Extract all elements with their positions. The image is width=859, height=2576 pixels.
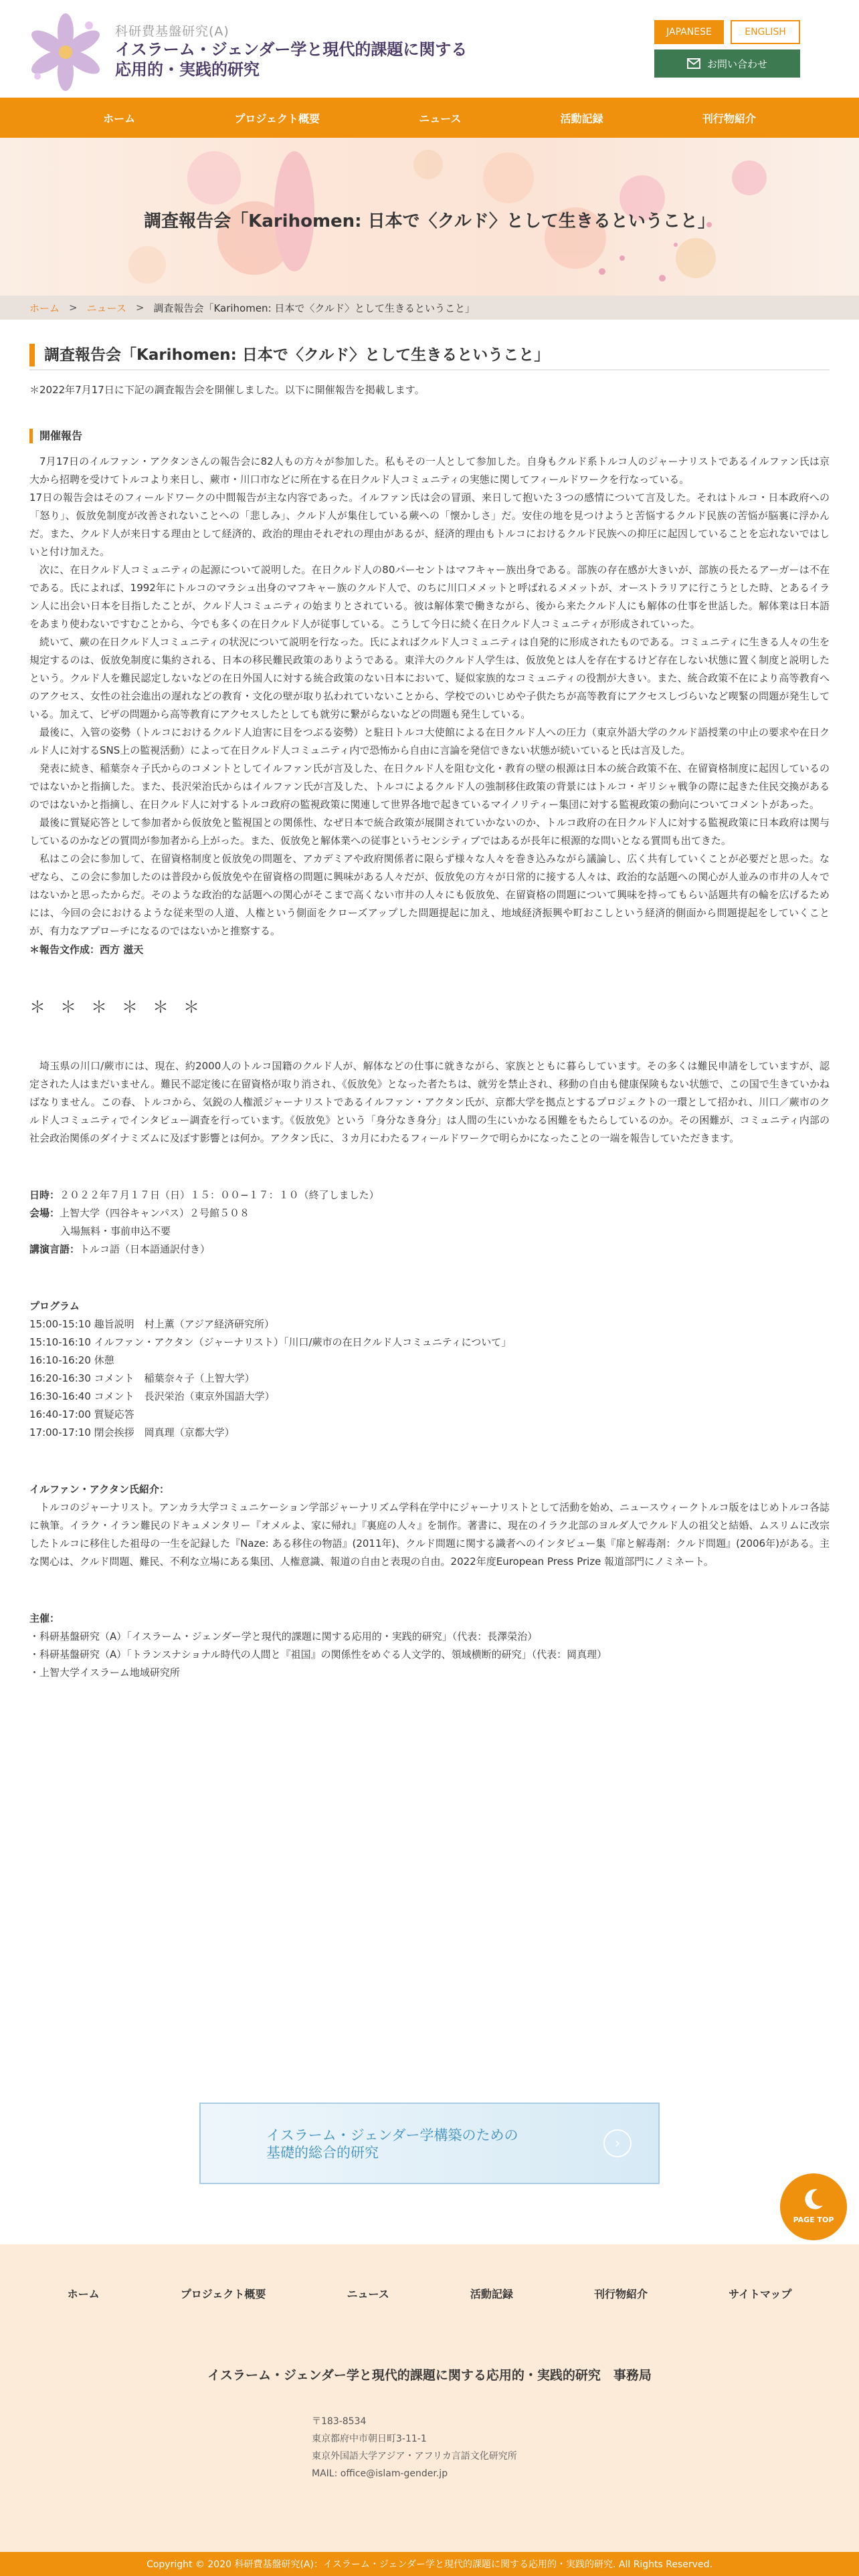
bio-heading: イルファン・アクタン氏紹介：: [29, 1483, 169, 1495]
footer-nav: [0, 2244, 859, 2301]
contact-button-label: お問い合わせ: [706, 58, 767, 70]
site-logo-text[interactable]: [115, 21, 467, 80]
copyright: Copyright © 2020 科研費基盤研究(A)：イスラーム・ジェンダー学と現代的課題に関する応用的・実践的研究. All Rights Reserved.: [0, 2552, 859, 2576]
section-divider-stars: ＊＊＊＊＊＊: [29, 998, 214, 1016]
article: [0, 320, 859, 1682]
breadcrumb-home[interactable]: ホーム: [29, 302, 60, 314]
banner-text: [266, 2127, 518, 2161]
host-item: ・科研基盤研究（A）「イスラーム・ジェンダー学と現代的課題に関する応用的・実践的研究」（代表：長澤榮治）: [29, 1630, 538, 1642]
report-paragraph: 最後に質疑応答として参加者から仮放免と監視国との関係性、なぜ日本で統合政策が展開されていかないのか、トルコ政府の在日クルド人に対する監視政策に日本政府は関与しているのかなどの質問が参加者から上がった。また、仮放免と解体業への従事というセンシティブではあるが長年に根源的な問いとなる質問も出てきた。: [29, 817, 830, 847]
language-value: トルコ語（日本語通訳付き）: [80, 1243, 211, 1255]
report-paragraph: 私はこの会に参加して、在留資格制度と仮放免の問題を、アカデミアや政府関係者に限らず様々な人々を巻き込みながら議論し、広く共有していくことが必要だと思った。なぜなら、この会に参加したのは普段から仮放免や在留資格の問題に興味がある人々だが、仮放免の方々が日常的に接する人々は、政治的な話題への関心が人並みの市井の人々ではないかと思ったからだ。そのような政治的な話題への関心がそこまで高くない市井の人々にも仮放免、在留資格の問題について興味を持ってもらい話題共有の輪を広げるためには、今回の会におけるような従来型の人道、人権という側面をクローズアップした問題提起に加え、地域経済振興や町おこしという経済的側面から問題提起をしていくことが、有力なアプローチになるのではないかと推察する。: [29, 853, 830, 937]
report-paragraph: 次に、在日クルド人コミュニティの起源について説明した。在日クルド人の80パーセントはマフキャー族出身である。部族の存在感が大きいが、部族の長たるアーガーは不在である。氏によれば、1992年にトルコのマラシュ出身のマフキャー族のクルド人で、のちに川口メメットと呼ばれるメメットが、オーストラリアに行こうとした時、とあるイラン人に出会い日本を目指したことが、クルド人コミュニティの始まりとされている。彼は解体業で働きながら、後から来たクルド人にも解体の仕事を世話した。解体業は日本語をあまり使わないですむことから、今でも多くの在日クルド人が従事している。こうして今日に続く在日クルド人コミュニティが形成されていった。: [29, 564, 830, 630]
logo-title-line2: 応用的・実践的研究: [115, 60, 260, 79]
nav-news[interactable]: ニュース: [419, 112, 462, 125]
site-header: [0, 0, 859, 98]
speaker-bio-section: [29, 1481, 830, 1571]
program-heading: プログラム: [29, 1300, 80, 1312]
breadcrumb-separator: >: [69, 302, 78, 314]
breadcrumb: [0, 296, 859, 320]
report-heading: 開催報告: [29, 429, 830, 443]
program-item: 15:00-15:10 趣旨説明 村上薫（アジア経済研究所）: [29, 1318, 275, 1330]
footer-nav-publications[interactable]: 刊行物紹介: [593, 2288, 648, 2300]
language-switch: [654, 20, 800, 44]
crescent-icon: [800, 2185, 827, 2212]
report-paragraph: 最後に、入管の姿勢（トルコにおけるクルド人迫害に目をつぶる姿勢）と駐日トルコ大使館による在日クルド人への圧力（東京外語大学のクルド語授業の中止の要求や在日クルド人に対するSNS上の監視活動）によって在日クルド人コミュニティ内で恐怖から自由に言論を発信できない状態が続いていると氏は言及した。: [29, 726, 830, 756]
footer-title: イスラーム・ジェンダー学と現代的課題に関する応用的・実践的研究 事務局: [207, 2368, 652, 2383]
arrow-right-circle-icon: ›: [603, 2129, 632, 2157]
breadcrumb-current: 調査報告会「Karihomen: 日本で〈クルド〉として生きるということ」: [153, 302, 475, 314]
logo-subtitle: 科研費基盤研究(A): [115, 24, 229, 39]
venue-value: 上智大学（四谷キャンパス）２号館５０８: [60, 1207, 250, 1219]
hero-title: 調査報告会「Karihomen: 日本で〈クルド〉として生きるということ」: [144, 211, 715, 231]
report-paragraph: 7月17日のイルファン・アクタンさんの報告会に82人もの方々が参加した。私もその一人として参加した。自身もクルド系トルコ人のジャーナリストであるイルファン氏は京大から招聘を受けてトルコより来日し、蕨市・川口市などに所在する在日クルド人コミュニティの実態に関してフィールドワークを行なっている。: [29, 455, 830, 486]
report-author: ＊報告文作成：西方 滋天: [29, 944, 144, 956]
host-item: ・科研基盤研究（A）「トランスナショナル時代の人間と『祖国』の関係性をめぐる人文学的、領域横断的研究」（代表：岡真理）: [29, 1648, 607, 1660]
footer-institute: 東京外国語大学アジア・アフリカ言語文化研究所: [312, 2451, 517, 2462]
event-details: [29, 1186, 830, 1259]
site-footer: [0, 2244, 859, 2552]
host-item: ・上智大学イスラーム地域研究所: [29, 1667, 180, 1679]
host-section: [29, 1610, 830, 1682]
report-paragraph: 発表に続き、稲葉奈々子氏からのコメントとしてイルファン氏が言及した、在日クルド人を阻む文化・教育の壁の根源は日本の統合政策不在、在留資格制度に起因しているのではないかと指摘した。また、長沢栄治氏からはイルファン氏が言及した、トルコによるクルド人の強制移住政策の背景にはトルコ・ギリシャ戦争の際に起きた住民交換があるのではないかと指摘し、在日クルド人に対するトルコ政府の監視政策に関連して世界各地で起きているマイノリティー集団に対する監視政策の動向についてコメントがあった。: [29, 762, 830, 811]
related-project-banner[interactable]: [199, 2103, 660, 2184]
page-top-button[interactable]: [780, 2173, 847, 2240]
logo-title-line1: イスラーム・ジェンダー学と現代的課題に関する: [115, 40, 468, 59]
title-divider: [29, 369, 830, 370]
lang-english-button[interactable]: ENGLISH: [731, 20, 800, 44]
lang-japanese-button[interactable]: JAPANESE: [654, 20, 724, 44]
article-intro: ＊2022年7月17日に下記の調査報告会を開催しました。以下に開催報告を掲載します。: [29, 384, 425, 396]
event-overview: 埼玉県の川口/蕨市には、現在、約2000人のトルコ国籍のクルド人が、解体などの仕事に就きながら、家族とともに暮らしています。その多くは難民申請をしていますが、認定された人はまだいません。難民不認定後に在留資格が取り消され、《仮放免》となった者たちは、就労を禁止され、移動の自由も健康保険もない状態で、この国で生きていかねばなりません。この春、トルコから、気鋭の人権派ジャーナリストであるイルファン・アクタン氏が、京都大学を拠点とするプロジェクトの一環として招かれ、川口／蕨市のクルド人コミュニティでインタビュー調査を行っています。《仮放免》という「身分なき身分」は人間の生にいかなる困難をもたらしているのか。その困難が、コミュニティ内部の社会政治関係のダイナミズムに及ぼす影響とは何か。アクタン氏に、３カ月にわたるフィールドワークで明らかになったことの一端を報告していただきます。: [29, 1060, 830, 1144]
footer-nav-home[interactable]: ホーム: [67, 2288, 100, 2300]
date-label: 日時：: [29, 1189, 60, 1201]
program-item: 17:00-17:10 閉会挨拶 岡真理（京都大学）: [29, 1426, 235, 1438]
program-section: [29, 1297, 830, 1442]
venue-note: 入場無料・事前申込不要: [60, 1225, 171, 1237]
footer-address-line: 東京都府中市朝日町3-11-1: [312, 2434, 427, 2444]
breadcrumb-news[interactable]: ニュース: [86, 302, 126, 314]
contact-button[interactable]: [654, 49, 800, 78]
global-nav: [0, 98, 859, 138]
footer-postal: 〒183-8534: [312, 2416, 367, 2427]
program-item: 16:20-16:30 コメント 稲葉奈々子（上智大学）: [29, 1372, 255, 1384]
report-paragraph: 17日の報告会はそのフィールドワークの中間報告が主な内容であった。イルファン氏は会の冒頭、来日して抱いた３つの感情について言及した。それはトルコ・日本政府への「怒り」、仮放免制度が改善されないことへの「悲しみ」、クルド人が集住している蕨への「懐かしさ」だ。安住の地を見つけようと苦悩するクルド民族の苦悩が脳裏に浮かんだ。また、クルド人が来日する理由として経済的、政治的理由それぞれの理由があるが、経済的理由もトルコにおけるクルド民族への抑圧に起因していることを忘れないではしいと付け加えた。: [29, 492, 830, 558]
program-item: 15:10-16:10 イルファン・アクタン（ジャーナリスト）「川口/蕨市の在日クルド人コミュニティについて」: [29, 1336, 512, 1348]
footer-nav-news[interactable]: ニュース: [347, 2288, 389, 2300]
nav-activities[interactable]: 活動記録: [560, 112, 603, 125]
footer-nav-activities[interactable]: 活動記録: [470, 2288, 513, 2300]
page-title: 調査報告会「Karihomen: 日本で〈クルド〉として生きるということ」: [29, 344, 830, 366]
program-item: 16:40-17:00 質疑応答: [29, 1408, 134, 1420]
nav-home[interactable]: ホーム: [103, 112, 136, 125]
mail-icon: [687, 58, 700, 69]
nav-project-overview[interactable]: プロジェクト概要: [234, 112, 320, 125]
program-item: 16:30-16:40 コメント 長沢栄治（東京外国語大学）: [29, 1390, 275, 1402]
breadcrumb-separator: >: [135, 302, 145, 314]
banner-line2: 基礎的総合的研究: [266, 2145, 379, 2161]
language-label: 講演言語：: [29, 1243, 80, 1255]
flower-logo-icon[interactable]: [25, 12, 106, 92]
footer-address: [312, 2413, 517, 2482]
date-value: ２０２２年７月１７日（日）１５：００−１７：１０（終了しました）: [60, 1189, 379, 1201]
bio-text: トルコのジャーナリスト。アンカラ大学コミュニケーション学部ジャーナリズム学科在学中にジャーナリストとして活動を始め、ニュースウィークトルコ版をはじめトルコ各誌に執筆。イラク・イラン難民のドキュメンタリー『オメルよ、家に帰れ』『裏庭の人々』を制作。著書に、現在のイラク北部のヨルダ人でクルド人の祖父と結婚、ムスリムに改宗したトルコに移住した祖母の一生を記録した『Naze: ある移住の物語』(2011年)、クルド問題に関する識者へのインタビュー集『扉と解毒剤：クルド問題』(2006年)がある。主な関心は、クルド問題、難民、不利な立場にある集団、人権意識、報道の自由と表現の自由。2022年度European Press Prize 報道部門にノミネート。: [29, 1501, 830, 1568]
program-item: 16:10-16:20 休憩: [29, 1354, 114, 1366]
report-paragraph: 続いて、蕨の在日クルド人コミュニティの状況について説明を行なった。氏によればクルド人コミュニティは自発的に形成されたものである。コミュニティに生きる人々の生を規定するのは、仮放免制度に集約される、日本の移民難民政策のありようである。東洋大のクルド人学生は、仮放免とは人を存在するけど存在しない状態に置く制度と説明したという。クルド人を難民認定しないなどの在日外国人に対する統合政策のない日本において、疑似家族的なコミュニティの役割が大きい。また、統合政策不在により高等教育へのアクセス、女性の社会進出の遅れなどの教育・文化の壁が取り払われていないことから、学校でのいじめや子供たちが高等教育にアクセスしづらいなど喫緊の問題が発生している。加えて、ビザの問題から高等教育にアクセスしたとしても就労に繋がらないなどの問題も発生している。: [29, 636, 830, 720]
venue-label: 会場：: [29, 1207, 60, 1219]
banner-line1: イスラーム・ジェンダー学構築のための: [266, 2127, 518, 2143]
footer-mail[interactable]: MAIL: office@islam-gender.jp: [312, 2468, 448, 2479]
hero-banner: [0, 138, 859, 296]
nav-publications[interactable]: 刊行物紹介: [702, 112, 756, 125]
page-top-label: PAGE TOP: [793, 2216, 834, 2224]
footer-nav-sitemap[interactable]: サイトマップ: [729, 2288, 792, 2300]
host-heading: 主催：: [29, 1612, 60, 1624]
footer-nav-project-overview[interactable]: プロジェクト概要: [180, 2288, 266, 2300]
